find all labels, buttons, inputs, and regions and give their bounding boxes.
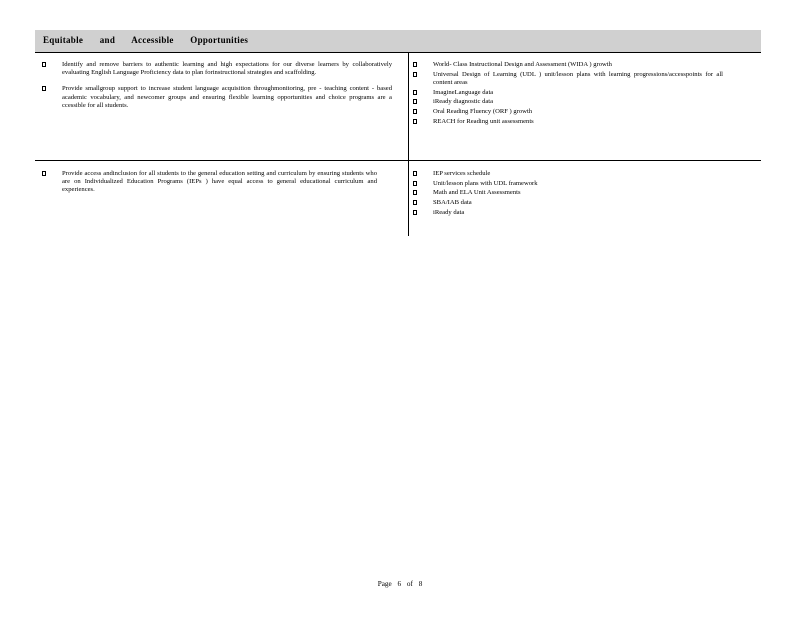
evidence-item: iReady data xyxy=(413,209,723,217)
evidence-item: REACH for Reading unit assessments xyxy=(413,118,723,126)
evidence-item: Universal Design of Learning (UDL ) unit/lesson plans with learning progressions/accesspoints for all content areas xyxy=(413,71,723,87)
column-divider xyxy=(408,52,409,236)
evidence-item: Unit/lesson plans with UDL framework xyxy=(413,180,723,188)
page-footer xyxy=(0,580,800,588)
checkbox-bullet-icon xyxy=(413,119,417,124)
row-1-evidence xyxy=(413,61,723,127)
evidence-item: IEP services schedule xyxy=(413,170,723,178)
row-divider xyxy=(35,160,761,161)
checkbox-bullet-icon xyxy=(413,90,417,95)
evidence-item: ImagineLanguage data xyxy=(413,89,723,97)
row-2-actions xyxy=(42,170,377,203)
action-item: Identify and remove barriers to authentic learning and high expectations for our diverse learners by collaboratively evaluating English Language Proficiency data to plan forinstructional strategies and scaffolding. xyxy=(42,61,392,77)
checkbox-bullet-icon xyxy=(413,72,417,77)
checkbox-bullet-icon xyxy=(413,109,417,114)
checkbox-bullet-icon xyxy=(413,200,417,205)
evidence-item: Math and ELA Unit Assessments xyxy=(413,189,723,197)
checkbox-bullet-icon xyxy=(413,190,417,195)
section-title: Equitable and Accessible Opportunities xyxy=(43,35,249,45)
section-header xyxy=(35,30,761,53)
row-2-evidence xyxy=(413,170,723,219)
checkbox-bullet-icon xyxy=(413,181,417,186)
checkbox-bullet-icon xyxy=(413,62,417,67)
page-number: 6 xyxy=(397,580,402,588)
action-item: Provide access andinclusion for all students to the general education setting and curriculum by ensuring students who are on Individualized Education Programs (IEPs ) have equal access to general educational curriculum and experiences. xyxy=(42,170,377,195)
page-label: Page xyxy=(377,580,392,588)
checkbox-bullet-icon xyxy=(413,171,417,176)
action-item: Provide smallgroup support to increase student language acquisition throughmonitoring, pre - teaching content - based academic vocabulary, and newcomer groups and ensuring flexible learning opportunities and choice programs are a ccessible for all students. xyxy=(42,85,392,110)
page-total: 8 xyxy=(418,580,423,588)
evidence-item: World- Class Instructional Design and Assessment (WIDA ) growth xyxy=(413,61,723,69)
of-label: of xyxy=(406,580,413,588)
row-1-actions xyxy=(42,61,392,118)
checkbox-bullet-icon xyxy=(42,62,46,67)
checkbox-bullet-icon xyxy=(413,210,417,215)
evidence-item: SBA/IAB data xyxy=(413,199,723,207)
evidence-item: Oral Reading Fluency (ORF ) growth xyxy=(413,108,723,116)
checkbox-bullet-icon xyxy=(42,171,46,176)
checkbox-bullet-icon xyxy=(413,99,417,104)
evidence-item: iReady diagnostic data xyxy=(413,98,723,106)
checkbox-bullet-icon xyxy=(42,86,46,91)
